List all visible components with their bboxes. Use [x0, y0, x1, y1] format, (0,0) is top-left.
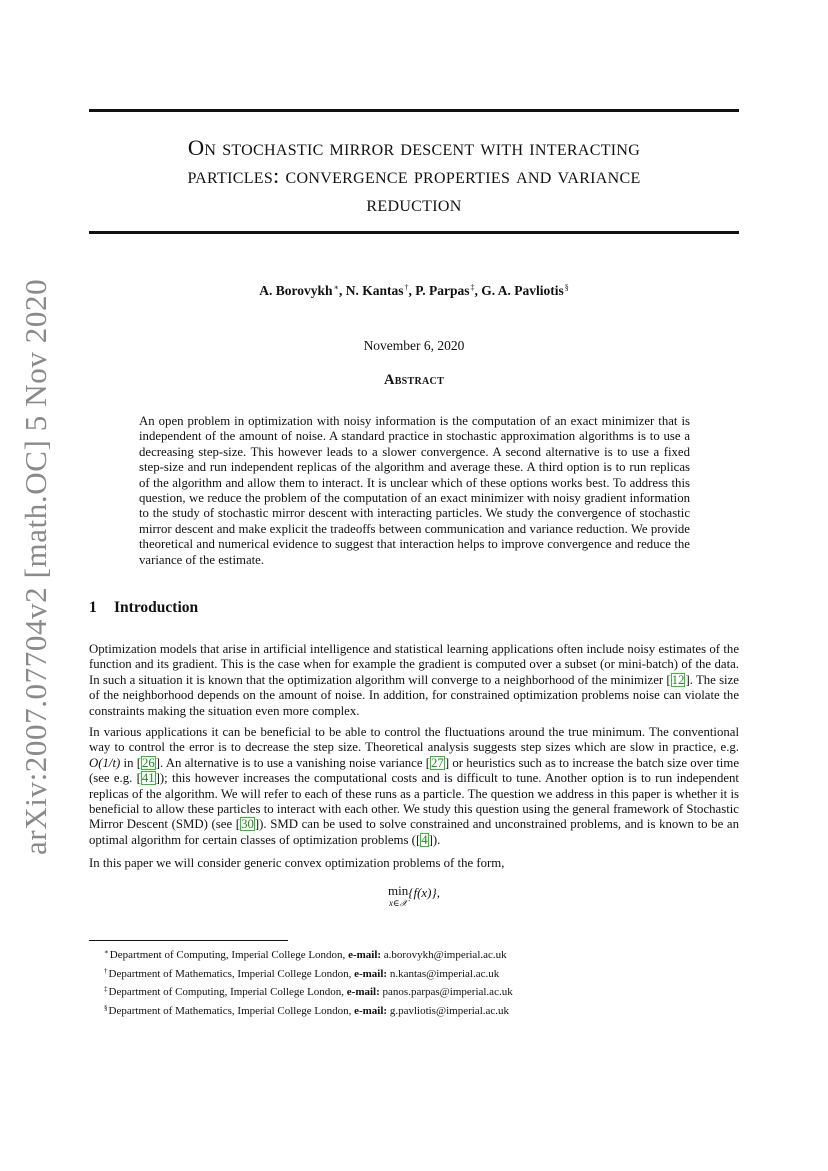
intro-paragraph-1: Optimization models that arise in artificial intelligence and statistical learning applications often include noisy estimates of the function and its gradient. This is the case when for example the gradient is computed over a subset (or mini-batch) of the data. In such a situation it is known that the optimization algorithm will converge to a neighborhood of the minimizer [12]. The size of the neighborhood depends on the amount of noise. In addition, for constrained optimization problems noise can violate the constraints making the situation even more complex. — [89, 642, 739, 718]
equation-body: {f(x)}, — [408, 885, 440, 900]
title-rule-top — [89, 109, 739, 112]
footnote-rule — [89, 940, 288, 941]
footnote-item: ‡Department of Computing, Imperial College London, e-mail: panos.parpas@imperial.ac.uk — [104, 985, 513, 999]
footnote-item: §Department of Mathematics, Imperial College London, e-mail: g.pavliotis@imperial.ac.uk — [104, 1003, 510, 1017]
abstract-heading: Abstract — [383, 372, 445, 388]
citation-link[interactable]: 26 — [141, 755, 155, 770]
citation-link[interactable]: 30 — [241, 817, 254, 832]
section-title: Introduction — [114, 599, 199, 616]
author-name: N. Kantas — [345, 283, 404, 298]
math-expression: O(1/t) — [89, 755, 121, 770]
author-name: A. Borovykh — [259, 283, 333, 298]
email-address: n.kantas@imperial.ac.uk — [389, 967, 500, 980]
footnote-item: †Department of Mathematics, Imperial College London, e-mail: n.kantas@imperial.ac.uk — [104, 966, 500, 980]
intro-paragraph-3: In this paper we will consider generic convex optimization problems of the form, — [89, 856, 505, 870]
intro-paragraph-2: In various applications it can be beneficial to be able to control the fluctuations around the true minimum. The conventional way to control the error is to decrease the step size. Theoretical analysis suggests step sizes which are slow in practice, e.g. O(1/t) in [26]. An alternative is to use a vanishing noise variance [27] or heuristics such as to increase the batch size over time (see e.g. [41]); this however increases the computational costs and is difficult to tune. Another option is to run independent replicas of the algorithm. We will refer to each of these runs as a particle. The question we address in this paper is whether it is beneficial to allow these particles to interact with each other. We study this question using the general framework of Stochastic Mirror Descent (SMD) (see [30]). SMD can be used to solve constrained and unconstrained problems, and is known to be an optimal algorithm for certain classes of optimization problems ([4]). — [89, 725, 739, 847]
citation-link[interactable]: 41 — [141, 771, 155, 786]
section-heading-introduction — [89, 599, 198, 617]
section-number: 1 — [89, 599, 97, 616]
title-rule-bottom — [89, 231, 739, 234]
author-footnote-mark[interactable]: § — [564, 283, 569, 292]
author-footnote-mark[interactable]: ∗ — [333, 283, 339, 292]
citation-link[interactable]: 27 — [431, 755, 444, 770]
title-line: On stochastic mirror descent with interacting — [187, 135, 641, 160]
display-equation — [89, 885, 739, 909]
paper-title — [89, 134, 739, 218]
email-address: panos.parpas@imperial.ac.uk — [382, 986, 513, 999]
equation-operator: min — [388, 883, 409, 898]
author-footnote-mark[interactable]: ‡ — [470, 283, 475, 292]
publication-date: November 6, 2020 — [363, 338, 465, 353]
arxiv-identifier-stamp: arXiv:2007.07704v2 [math.OC] 5 Nov 2020 — [18, 278, 53, 855]
author-footnote-mark[interactable]: † — [404, 283, 409, 292]
footnotes — [104, 945, 513, 1019]
email-address: a.borovykh@imperial.ac.uk — [383, 949, 507, 961]
author-name: P. Parpas — [415, 283, 470, 298]
equation-subscript: x∈𝒳 — [388, 898, 408, 908]
citation-link[interactable]: 12 — [671, 672, 685, 687]
title-line: reduction — [366, 191, 462, 216]
email-address: g.pavliotis@imperial.ac.uk — [389, 1004, 510, 1017]
title-line: particles: convergence properties and variance — [187, 163, 641, 188]
author-name: G. A. Pavliotis — [481, 283, 564, 298]
footnote-item: ∗Department of Computing, Imperial College London, e-mail: a.borovykh@imperial.ac.uk — [104, 948, 507, 961]
citation-link[interactable]: 4 — [421, 832, 428, 847]
author-list: A. Borovykh∗, N. Kantas†, P. Parpas‡, G. A. Pavliotis§ — [259, 283, 569, 298]
abstract-text: An open problem in optimization with noisy information is the computation of an exact minimizer that is independent of the amount of noise. A standard practice in stochastic approximation algorithms is to use a decreasing step-size. This however leads to a slower convergence. A second alternative is to use a fixed step-size and run independent replicas of the algorithm and average these. A third option is to run replicas of the algorithm and allow them to interact. It is unclear which of these options works best. To address this question, we reduce the problem of the computation of an exact minimizer with noisy gradient information to the study of stochastic mirror descent with interacting particles. We study the convergence of stochastic mirror descent and make explicit the tradeoffs between communication and variance reduction. We provide theoretical and numerical evidence to suggest that interaction helps to improve convergence and reduce the variance of the estimate. — [139, 414, 690, 567]
